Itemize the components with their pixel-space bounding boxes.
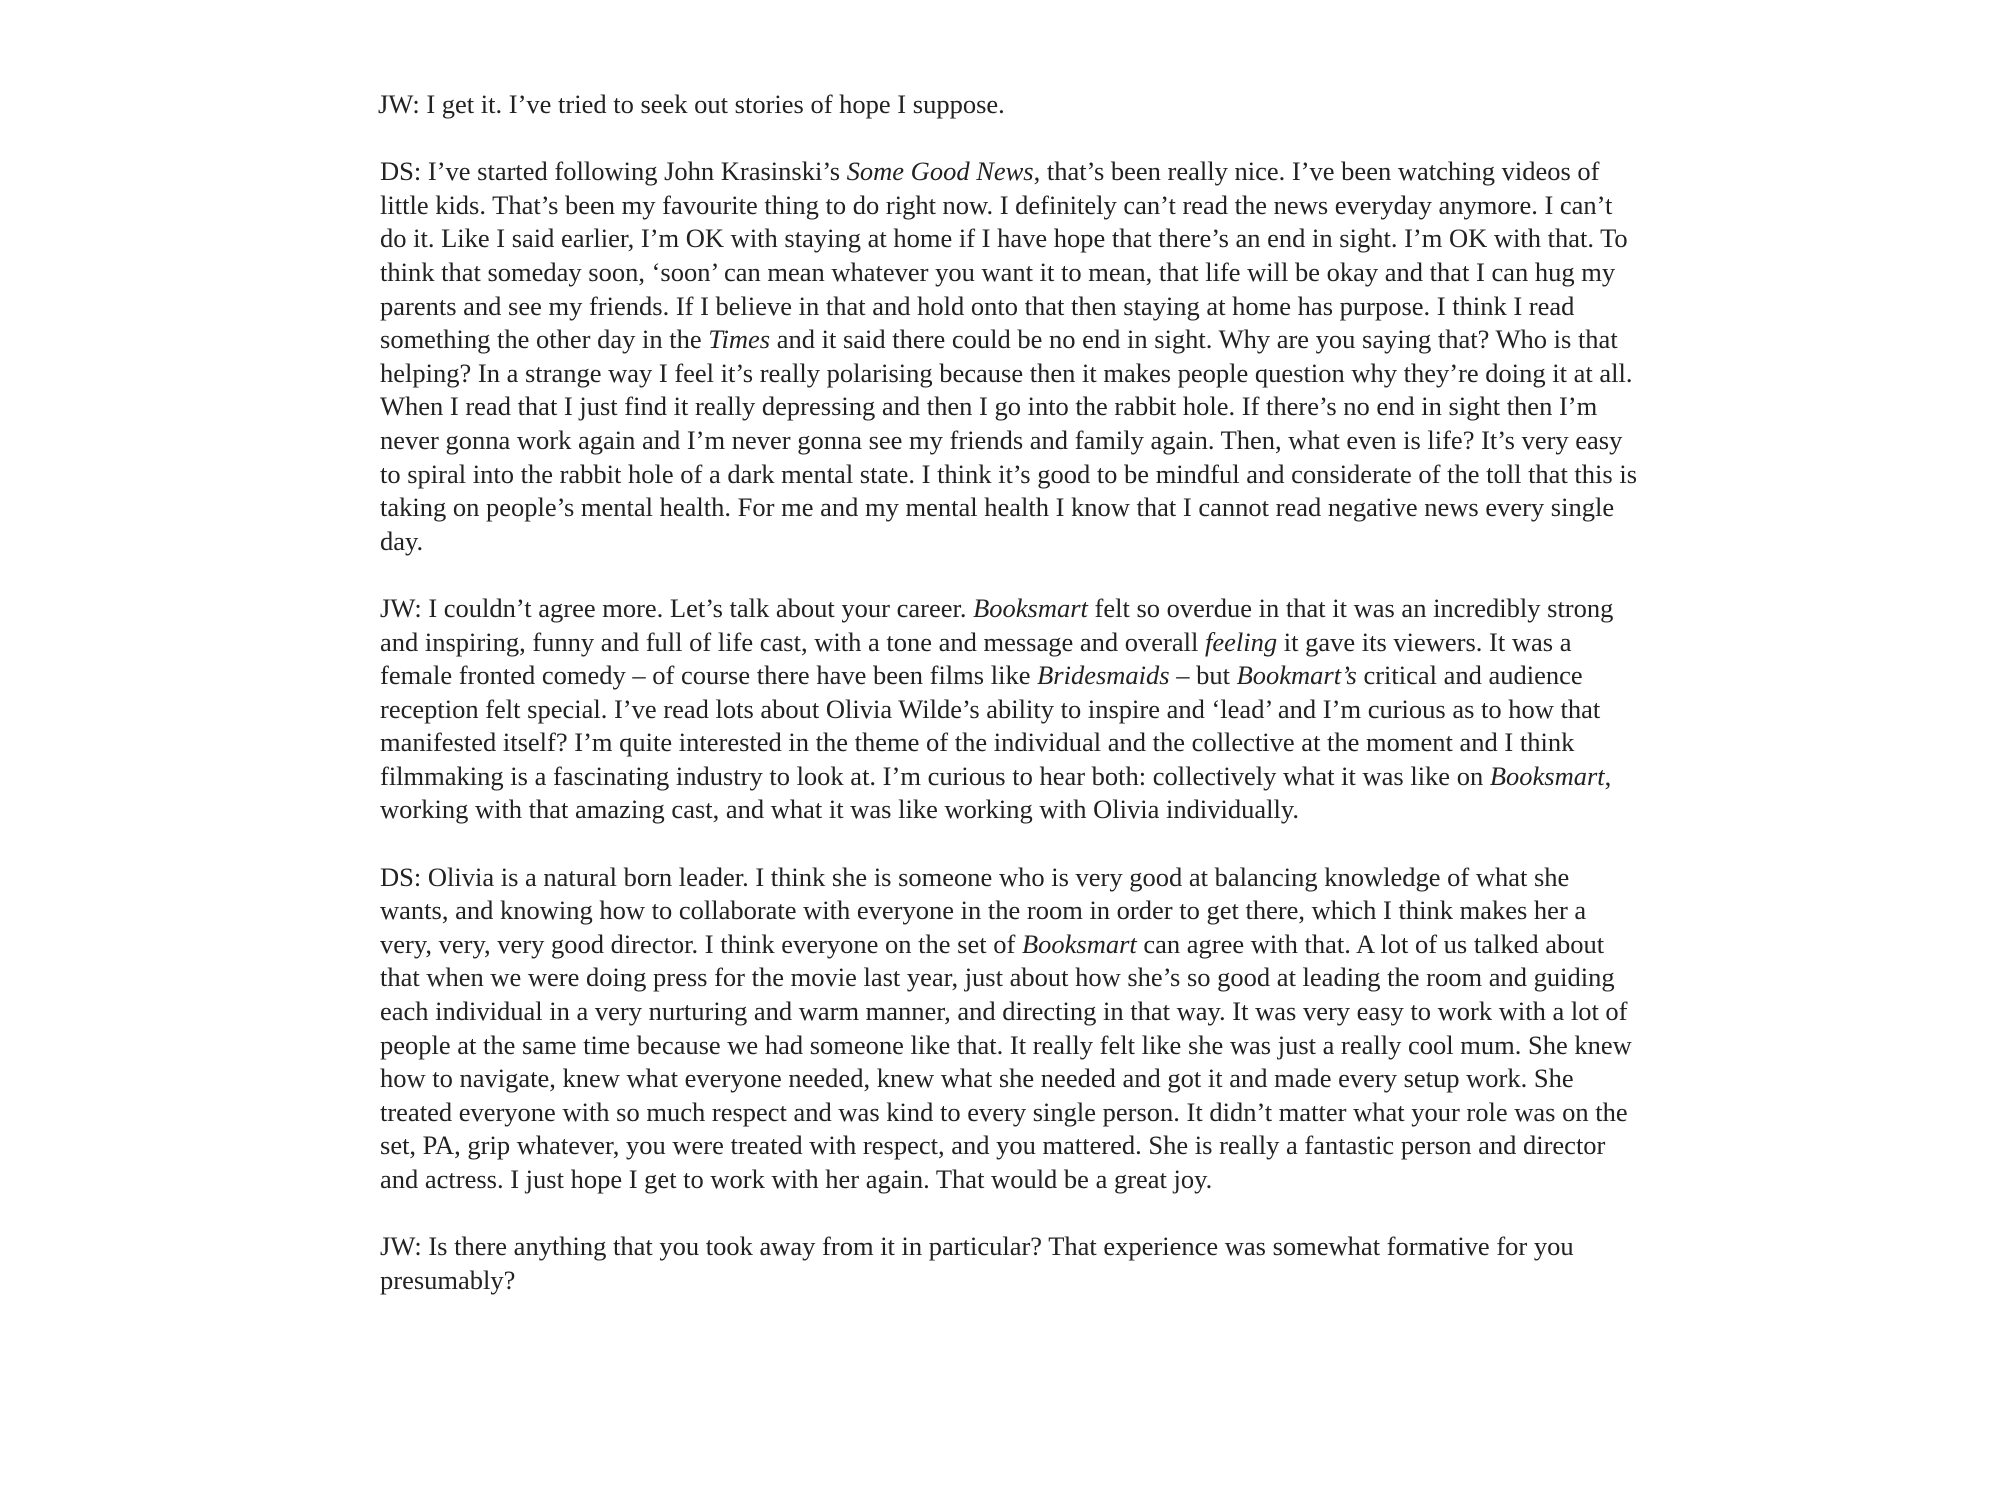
paragraph-text: JW: Is there anything that you took away from it in particular? That experience was somewhat formative for you presumably? [380, 1231, 1574, 1295]
paragraph-text: DS: I’ve started following John Krasinski’s [380, 156, 847, 187]
italic-title: Some Good News [846, 156, 1034, 187]
italic-emphasis: feeling [1204, 626, 1278, 657]
paragraph-jw-career [380, 592, 1640, 827]
paragraph-text: felt so overdue in that it was an incredibly strong and inspiring, funny and full of life cast, with a tone and message and overall [380, 592, 1614, 657]
paragraph-text: DS: Olivia is a natural born leader. I think she is someone who is very good at balancing knowledge of what she wants, and knowing how to collaborate with everyone in the room in order to get there, which I think makes her a very, very, very good director. I think everyone on the set of [380, 861, 1587, 959]
paragraph-jw-hope [378, 88, 1640, 122]
paragraph-text: JW: I get it. I’ve tried to seek out stories of hope I suppose. [378, 89, 1005, 119]
paragraph-text: and it said there could be no end in sight. Why are you saying that? Who is that helping? In a strange way I feel it’s really polarising because then it makes people question why they’re doing it at all. When I read that I just find it really depressing and then I go into the rabbit hole. If there’s no end in sight then I’m never gonna work again and I’m never gonna see my friends and family again. Then, what even is life? It’s very easy to spiral into the rabbit hole of a dark mental state. I think it’s good to be mindful and considerate of the toll that this is taking on people’s mental health. For me and my mental health I know that I cannot read negative news every single day. [380, 324, 1638, 556]
italic-title: Booksmart [1021, 928, 1137, 959]
paragraph-text: it gave its viewers. It was a female fronted comedy – of course there have been films like [380, 626, 1572, 691]
italic-title: Booksmart [1489, 760, 1605, 791]
paragraph-ds-news [380, 155, 1640, 558]
paragraph-jw-takeaway [380, 1230, 1640, 1297]
paragraph-text: JW: I couldn’t agree more. Let’s talk about your career. [380, 592, 974, 623]
italic-title: Bridesmaids [1037, 660, 1170, 691]
italic-title: Bookmart’s [1236, 660, 1357, 691]
italic-title: Booksmart [973, 592, 1088, 623]
interview-page [380, 88, 1640, 1331]
paragraph-text: , that’s been really nice. I’ve been watching videos of little kids. That’s been my favourite thing to do right now. I definitely can’t read the news everyday anymore. I can’t do it. Like I said earlier, I’m OK with staying at home if I have hope that there’s an end in sight. I’m OK with that. To think that someday soon, ‘soon’ can mean whatever you want it to mean, that life will be okay and that I can hug my parents and see my friends. If I believe in that and hold onto that then staying at home has purpose. I think I read something the other day in the [380, 156, 1628, 355]
paragraph-text: – but [1169, 660, 1237, 691]
paragraph-text: , working with that amazing cast, and what it was like working with Olivia individually. [380, 760, 1612, 825]
paragraph-text: critical and audience reception felt special. I’ve read lots about Olivia Wilde’s ability to inspire and ‘lead’ and I’m curious as to how that manifested itself? I’m quite interested in the theme of the individual and the collective at the moment and I think filmmaking is a fascinating industry to look at. I’m curious to hear both: collectively what it was like on [380, 660, 1601, 791]
paragraph-ds-olivia [380, 861, 1640, 1197]
paragraph-text: can agree with that. A lot of us talked about that when we were doing press for the movie last year, just about how she’s so good at leading the room and guiding each individual in a very nurturing and warm manner, and directing in that way. It was very easy to work with a lot of people at the same time because we had someone like that. It really felt like she was just a really cool mum. She knew how to navigate, knew what everyone needed, knew what she needed and got it and made every setup work. She treated everyone with so much respect and was kind to every single person. It didn’t matter what your role was on the set, PA, grip whatever, you were treated with respect, and you mattered. She is really a fantastic person and director and actress. I just hope I get to work with her again. That would be a great joy. [380, 928, 1632, 1194]
italic-title: Times [708, 324, 771, 355]
